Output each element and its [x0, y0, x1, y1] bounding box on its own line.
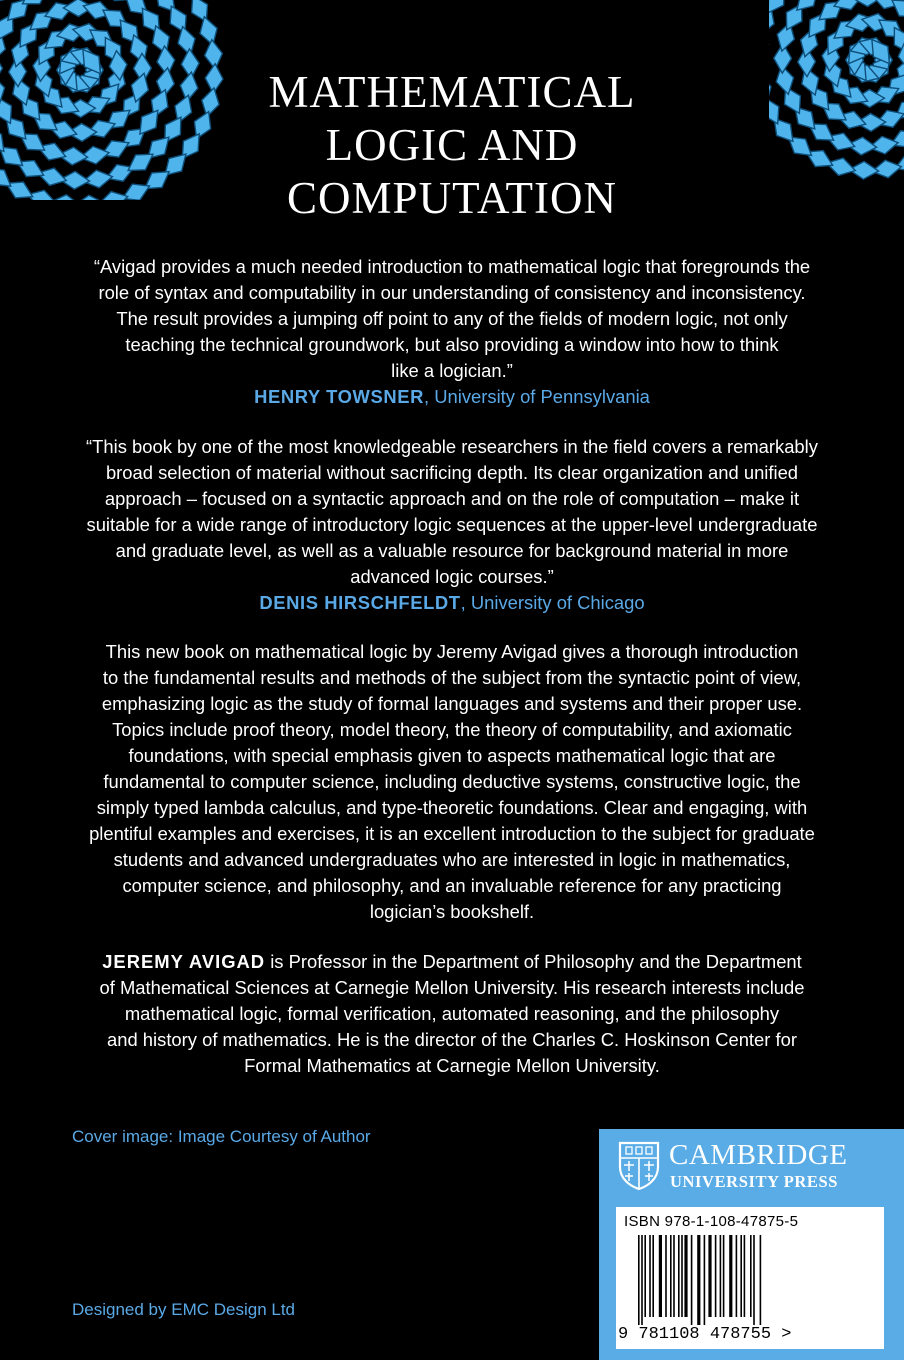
barcode-bar: [678, 1235, 680, 1317]
description-line: foundations, with special emphasis given to aspects mathematical logic that are: [128, 745, 776, 766]
description-line: This new book on mathematical logic by Jeremy Avigad gives a thorough introduction: [105, 641, 799, 662]
tile: [200, 17, 217, 45]
quote-line: advanced logic courses.”: [350, 566, 554, 587]
barcode-bar: [665, 1235, 667, 1317]
description-line: fundamental to computer science, including deductive systems, constructive logic, the: [103, 771, 801, 792]
bio-line: and history of mathematics. He is the director of the Charles C. Hoskinson Center for: [107, 1029, 797, 1050]
barcode-bar: [659, 1235, 662, 1317]
isbn-label: ISBN 978-1-108-47875-5: [624, 1213, 799, 1230]
tile: [892, 0, 904, 17]
barcode-bar: [638, 1235, 640, 1325]
barcode: [636, 1235, 864, 1325]
quote-line: “This book by one of the most knowledgeable researchers in the field covers a remarkably: [86, 436, 818, 457]
quote-line: and graduate level, as well as a valuable resource for background material in more: [115, 540, 789, 561]
barcode-bar: [715, 1235, 717, 1317]
quote-line: role of syntax and computability in our understanding of consistency and inconsistency.: [98, 282, 806, 303]
quote-line: “Avigad provides a much needed introduction to mathematical logic that foregrounds the: [93, 256, 811, 277]
barcode-bar: [691, 1235, 693, 1325]
description-line: plentiful examples and exercises, it is an excellent introduction to the subject for graduate: [89, 823, 815, 844]
barcode-bar: [697, 1235, 700, 1325]
barcode-bar: [744, 1235, 746, 1317]
title-line: MATHEMATICAL: [268, 67, 636, 117]
description-line: logician’s bookshelf.: [369, 901, 535, 922]
barcode-bar: [684, 1235, 687, 1317]
barcode-bar: [644, 1235, 646, 1317]
bio-author-name: JEREMY AVIGAD: [102, 951, 266, 972]
endorsement-hirschfeldt: [40, 434, 864, 616]
quote-author: DENIS HIRSCHFELDT: [259, 592, 461, 613]
quote-line: teaching the technical groundwork, but also providing a window into how to think: [125, 334, 779, 355]
quote-affiliation: , University of Pennsylvania: [424, 386, 650, 407]
bio-line: [40, 949, 864, 975]
barcode-digits: 9 781108 478755 >: [618, 1325, 792, 1344]
barcode-bar: [670, 1235, 672, 1317]
barcode-bar: [652, 1235, 654, 1317]
bio-first-line: is Professor in the Department of Philosophy and the Department: [265, 951, 802, 972]
barcode-bar: [673, 1235, 675, 1317]
endorsement-towsner: [40, 254, 864, 410]
quote-line: like a logician.”: [391, 360, 513, 381]
publisher-subtitle: UNIVERSITY PRESS: [670, 1172, 839, 1191]
quote-attribution: [40, 384, 864, 410]
quote-line: approach – focused on a syntactic approach and on the role of computation – make it: [104, 488, 800, 509]
barcode-bar: [649, 1235, 651, 1317]
barcode-bar: [641, 1235, 643, 1325]
barcode-bar: [723, 1235, 725, 1317]
isbn-barcode-box: [616, 1207, 884, 1349]
publisher-panel: [599, 1129, 904, 1360]
book-title: [0, 66, 904, 225]
tile: [769, 0, 784, 13]
bio-line: Formal Mathematics at Carnegie Mellon University.: [244, 1055, 660, 1076]
barcode-bar: [681, 1235, 683, 1317]
barcode-bar: [750, 1235, 752, 1317]
cambridge-crest-icon: [618, 1141, 660, 1191]
description-line: Topics include proof theory, model theory, the theory of computability, and axiomatic: [112, 719, 792, 740]
barcode-bar: [760, 1235, 762, 1325]
barcode-bar: [729, 1235, 732, 1317]
barcode-bar: [753, 1235, 755, 1325]
bio-line: mathematical logic, formal verification, automated reasoning, and the philosophy: [124, 1003, 780, 1024]
title-line: COMPUTATION: [287, 173, 617, 223]
quote-attribution: [40, 590, 864, 616]
quote-line: The result provides a jumping off point to any of the fields of modern logic, not only: [116, 308, 788, 329]
tile: [0, 0, 12, 3]
tile: [23, 0, 48, 4]
barcode-bar: [740, 1235, 742, 1317]
barcode-bar: [704, 1235, 706, 1325]
description-line: simply typed lambda calculus, and type-theoretic foundations. Clear and engaging, with: [96, 797, 808, 818]
barcode-bar: [708, 1235, 711, 1317]
quote-line: broad selection of material without sacrificing depth. Its clear organization and unified: [105, 462, 799, 483]
quote-line: suitable for a wide range of introductory logic sequences at the upper-level undergraduate: [86, 514, 818, 535]
title-line: LOGIC AND: [325, 120, 579, 170]
tile: [178, 27, 195, 56]
description-line: emphasizing logic as the study of formal languages and systems and their proper use.: [101, 693, 803, 714]
tile: [797, 0, 818, 10]
barcode-bar: [720, 1235, 722, 1317]
book-description: [40, 639, 864, 925]
cover-image-credit: Cover image: Image Courtesy of Author: [72, 1127, 371, 1146]
description-line: students and advanced undergraduates who are interested in logic in mathematics,: [113, 849, 791, 870]
publisher-name: CAMBRIDGE: [669, 1139, 848, 1171]
barcode-bar: [736, 1235, 738, 1317]
designer-credit: Designed by EMC Design Ltd: [72, 1300, 296, 1319]
bio-line: of Mathematical Sciences at Carnegie Mellon University. His research interests include: [99, 977, 805, 998]
description-line: to the fundamental results and methods of the subject from the syntactic point of view,: [102, 667, 802, 688]
author-bio: [40, 949, 864, 1079]
quote-affiliation: , University of Chicago: [460, 592, 645, 613]
description-line: computer science, and philosophy, and an invaluable reference for any practicing: [122, 875, 782, 896]
quote-author: HENRY TOWSNER: [254, 386, 425, 407]
